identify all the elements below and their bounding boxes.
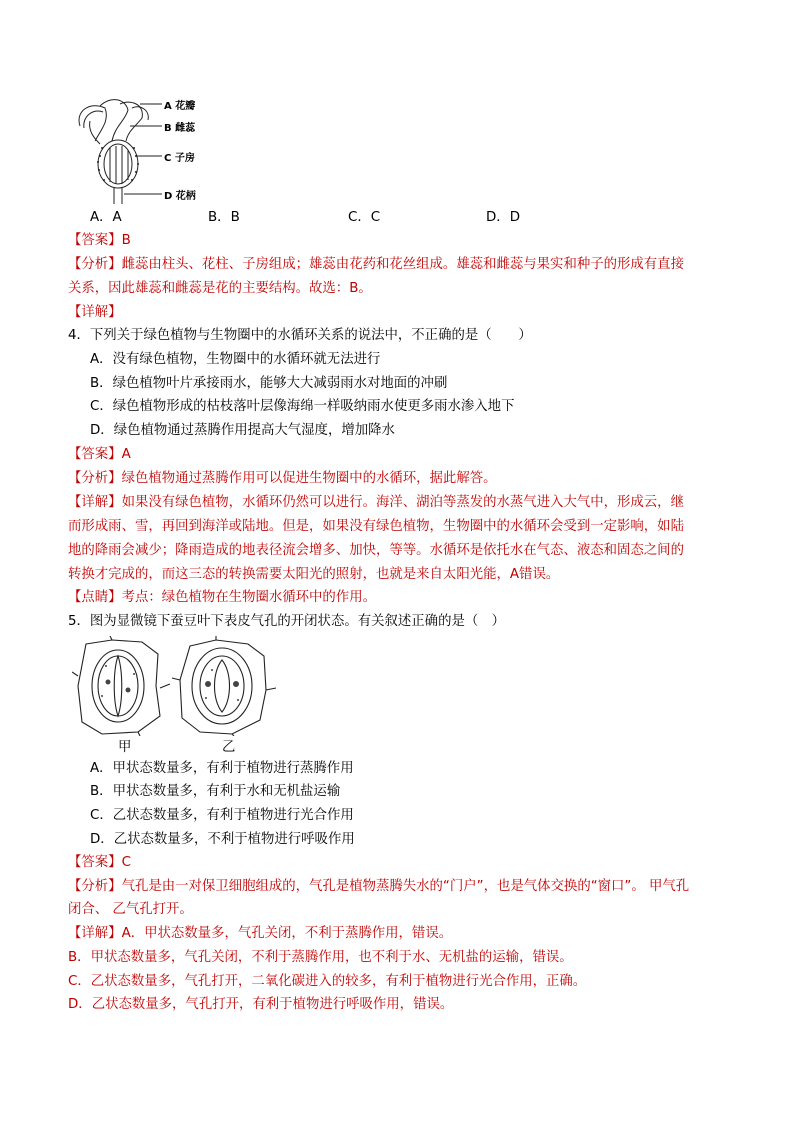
detail-text: 如果没有绿色植物，水循环仍然可以进行。海洋、湖泊等蒸发的水蒸气进入大气中，形成云，继 bbox=[121, 495, 684, 510]
answer-tag: 【答案】 bbox=[68, 233, 122, 248]
answer-value: C bbox=[121, 855, 131, 870]
point-tag: 【点睛】 bbox=[68, 590, 122, 605]
analysis-tag: 【分析】 bbox=[68, 257, 122, 272]
q4-point bbox=[68, 588, 376, 608]
q3-analysis-line-1 bbox=[68, 255, 684, 275]
q5-detail-a bbox=[68, 924, 452, 944]
stomata-drawing bbox=[72, 636, 282, 736]
answer-value: B bbox=[121, 233, 131, 248]
point-text: 考点：绿色植物在生物圈水循环中的作用。 bbox=[121, 590, 376, 605]
analysis-text: 绿色植物通过蒸腾作用可以促进生物圈中的水循环，据此解答。 bbox=[121, 471, 497, 486]
answer-tag: 【答案】 bbox=[68, 855, 122, 870]
figure-label-yi: 乙 bbox=[222, 740, 236, 755]
q5-option-a: A．甲状态数量多，有利于植物进行蒸腾作用 bbox=[90, 761, 354, 776]
q4-option-d: D．绿色植物通过蒸腾作用提高大气湿度，增加降水 bbox=[90, 423, 395, 438]
q3-detail-tag: 【详解】 bbox=[68, 305, 122, 320]
q4-option-a: A．没有绿色植物，生物圈中的水循环就无法进行 bbox=[90, 352, 381, 367]
q4-detail-line-3: 地的降雨会减少；降雨造成的地表径流会增多、加快，等等。水循环是依托水在气态、液态和固态之间的 bbox=[68, 543, 684, 558]
answer-value: A bbox=[121, 447, 131, 462]
q5-detail-c: C．乙状态数量多，气孔打开，二氧化碳进入的较多，有利于植物进行光合作用，正确。 bbox=[68, 974, 587, 989]
analysis-text: 气孔是由一对保卫细胞组成的，气孔是植物蒸腾失水的“门户”，也是气体交换的“窗口”。 甲气孔 bbox=[121, 879, 690, 894]
flower-figure bbox=[70, 96, 210, 206]
figure-label-b: B 雌蕊 bbox=[164, 123, 196, 134]
q4-option-b: B．绿色植物叶片承接雨水，能够大大减弱雨水对地面的冲刷 bbox=[90, 376, 448, 391]
q3-option-b: B．B bbox=[208, 210, 240, 225]
q5-analysis-line-2: 闭合、 乙气孔打开。 bbox=[68, 902, 193, 917]
q5-option-b: B．甲状态数量多，有利于水和无机盐运输 bbox=[90, 784, 341, 799]
q4-detail-line-2: 而形成雨、雪，再回到海洋或陆地。但是，如果没有绿色植物，生物圈中的水循环会受到一定影响，如陆 bbox=[68, 519, 684, 534]
q4-option-c: C．绿色植物形成的枯枝落叶层像海绵一样吸纳雨水使更多雨水渗入地下 bbox=[90, 399, 515, 414]
q3-option-c: C．C bbox=[348, 210, 381, 225]
q4-detail-line-4: 转换才完成的，而这三态的转换需要太阳光的照射，也就是来自太阳光能，A错误。 bbox=[68, 567, 560, 582]
q3-option-d: D．D bbox=[486, 210, 521, 225]
q5-stem: 5．图为显微镜下蚕豆叶下表皮气孔的开闭状态。有关叙述正确的是（ ） bbox=[68, 614, 506, 629]
q5-detail-d: D．乙状态数量多，气孔打开，有利于植物进行呼吸作用，错误。 bbox=[68, 997, 454, 1012]
figure-label-d: D 花柄 bbox=[164, 191, 196, 202]
figure-label-jia: 甲 bbox=[118, 740, 132, 755]
answer-tag: 【答案】 bbox=[68, 447, 122, 462]
q5-analysis-line-1 bbox=[68, 877, 689, 897]
q4-detail-line-1 bbox=[68, 493, 684, 513]
analysis-text: 雌蕊由柱头、花柱、子房组成；雄蕊由花药和花丝组成。雄蕊和雌蕊与果实和种子的形成有直接 bbox=[121, 257, 684, 272]
q5-detail-b: B．甲状态数量多，气孔关闭，不利于蒸腾作用，也不利于水、无机盐的运输，错误。 bbox=[68, 950, 573, 965]
stomata-figure bbox=[72, 636, 282, 756]
q5-option-c: C．乙状态数量多，有利于植物进行光合作用 bbox=[90, 808, 354, 823]
figure-label-a: A 花瓣 bbox=[164, 101, 196, 112]
analysis-tag: 【分析】 bbox=[68, 471, 122, 486]
q3-option-a: A．A bbox=[90, 210, 122, 225]
detail-tag: 【详解】 bbox=[68, 926, 122, 941]
analysis-tag: 【分析】 bbox=[68, 879, 122, 894]
figure-label-c: C 子房 bbox=[164, 153, 195, 164]
detail-tag: 【详解】 bbox=[68, 495, 122, 510]
q4-stem: 4．下列关于绿色植物与生物圈中的水循环关系的说法中，不正确的是（ ） bbox=[68, 328, 532, 343]
q5-answer bbox=[68, 853, 131, 873]
q4-analysis bbox=[68, 469, 497, 489]
q3-analysis-line-2: 关系，因此雄蕊和雌蕊是花的主要结构。故选：B。 bbox=[68, 281, 372, 296]
q4-answer bbox=[68, 445, 131, 465]
q5-option-d: D．乙状态数量多，不利于植物进行呼吸作用 bbox=[90, 832, 355, 847]
detail-text: A．甲状态数量多，气孔关闭，不利于蒸腾作用，错误。 bbox=[121, 926, 453, 941]
q3-answer bbox=[68, 231, 131, 251]
